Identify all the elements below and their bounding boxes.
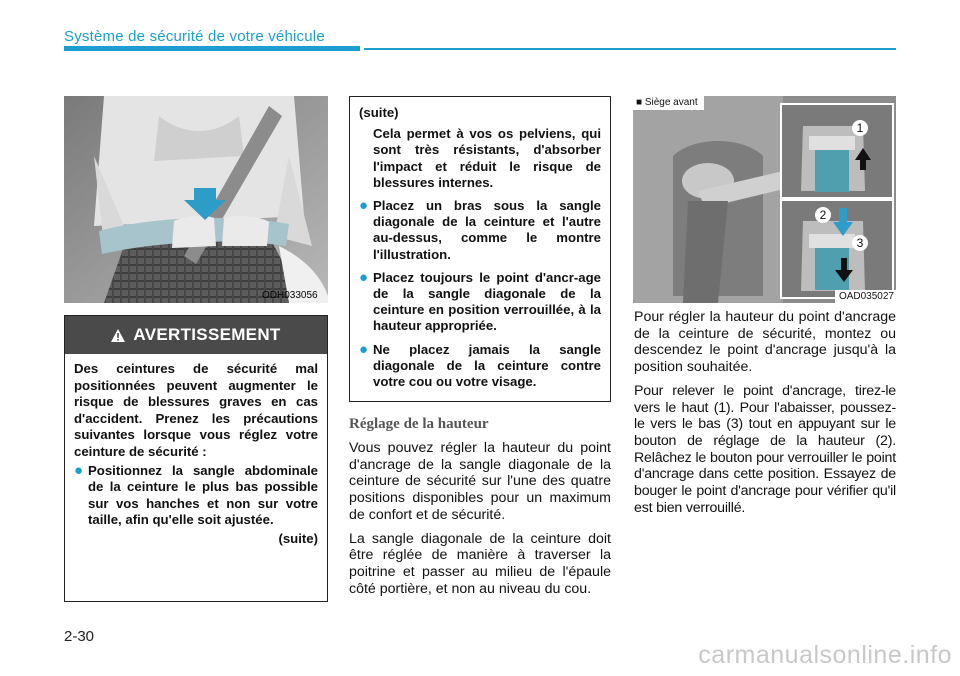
right-paragraph-1: Pour régler la hauteur du point d'ancrage de la ceinture de sécurité, montez ou descendez le point d'ancrage jusqu'à la position souhaitée. [634, 309, 896, 376]
warning-intro: Des ceintures de sécurité mal positionnées peuvent augmenter le risque de blessures graves en cas d'accident. Prenez les précautions suivantes lorsque vous réglez votre ceinture de sécurité : [74, 361, 318, 459]
section-title: Réglage de la hauteur [349, 416, 489, 432]
bullet-dot-icon: ● [359, 268, 369, 286]
right-paragraph-2: Pour relever le point d'ancrage, tirez-le vers le haut (1). Pour l'abaisser, poussez-le vers le bas (3) tout en appuyant sur le bouton de réglage de la hauteur (2). Relâchez le bouton pour verrouiller le point d'ancrage dans cette position. Essayez de bouger le point d'ancrage pour vérifier qu'il est bien verrouillé. [634, 382, 896, 516]
bullet-dot-icon: ● [359, 340, 369, 358]
front-seat-label: ■ Siège avant [633, 96, 704, 110]
marker-1: 1 [852, 120, 868, 136]
header-accent-bar [64, 46, 360, 51]
continued-head: (suite) [359, 105, 399, 120]
watermark: carmanualsonline.info [698, 641, 952, 669]
warning-triangle-icon [111, 329, 125, 342]
continued-bullet-1: ● Placez un bras sous la sangle diagonale de la ceinture et l'autre au-dessus, comme le montre l'illustration. [359, 197, 601, 262]
warning-continued-box [349, 96, 611, 402]
marker-2: 2 [815, 207, 831, 223]
warning-box [64, 315, 328, 602]
bullet-dot-icon: ● [74, 461, 84, 479]
warning-suite: (suite) [278, 530, 318, 546]
photo1-caption: ODH033056 [262, 290, 318, 301]
seatbelt-illustration [64, 96, 328, 303]
anchor-photo [633, 96, 896, 303]
section-paragraph-2: La sangle diagonale de la ceinture doit être réglée de manière à traverser la poitrine et passer au milieu de l'épaule côté portière, et non au niveau du cou. [349, 530, 611, 597]
seatbelt-photo [64, 96, 328, 303]
section-paragraph-1: Vous pouvez régler la hauteur du point d'ancrage de la sangle diagonale de la ceinture de sécurité sur l'une des quatre positions disponibles pour un maximum de confort et de sécurité. [349, 440, 611, 523]
header-rule [364, 48, 896, 50]
page-header-title: Système de sécurité de votre véhicule [64, 28, 325, 45]
warning-title: AVERTISSEMENT [133, 325, 281, 344]
bullet-dot-icon: ● [359, 197, 369, 215]
continued-bullet-2: ● Placez toujours le point d'ancr-age de la sangle diagonale de la ceinture en position verrouillée, à la hauteur appropriée. [359, 268, 601, 334]
photo2-caption: OAD035027 [835, 290, 896, 303]
section-body [349, 440, 611, 604]
warning-bullet: ● Positionnez la sangle abdominale de la ceinture le plus bas possible sur vos hanches et non sur votre taille, afin qu'elle soit ajustée. [74, 461, 318, 528]
right-column [634, 309, 896, 523]
continued-paragraph: Cela permet à vos os pelviens, qui sont très résistants, d'absorber l'impact et réduit le risque de blessures internes. [373, 126, 601, 190]
warning-header [65, 316, 327, 354]
continued-bullet-3: ● Ne placez jamais la sangle diagonale de la ceinture contre votre cou ou votre visage. [359, 340, 601, 390]
marker-3: 3 [852, 235, 868, 251]
page-number: 2-30 [64, 628, 95, 645]
